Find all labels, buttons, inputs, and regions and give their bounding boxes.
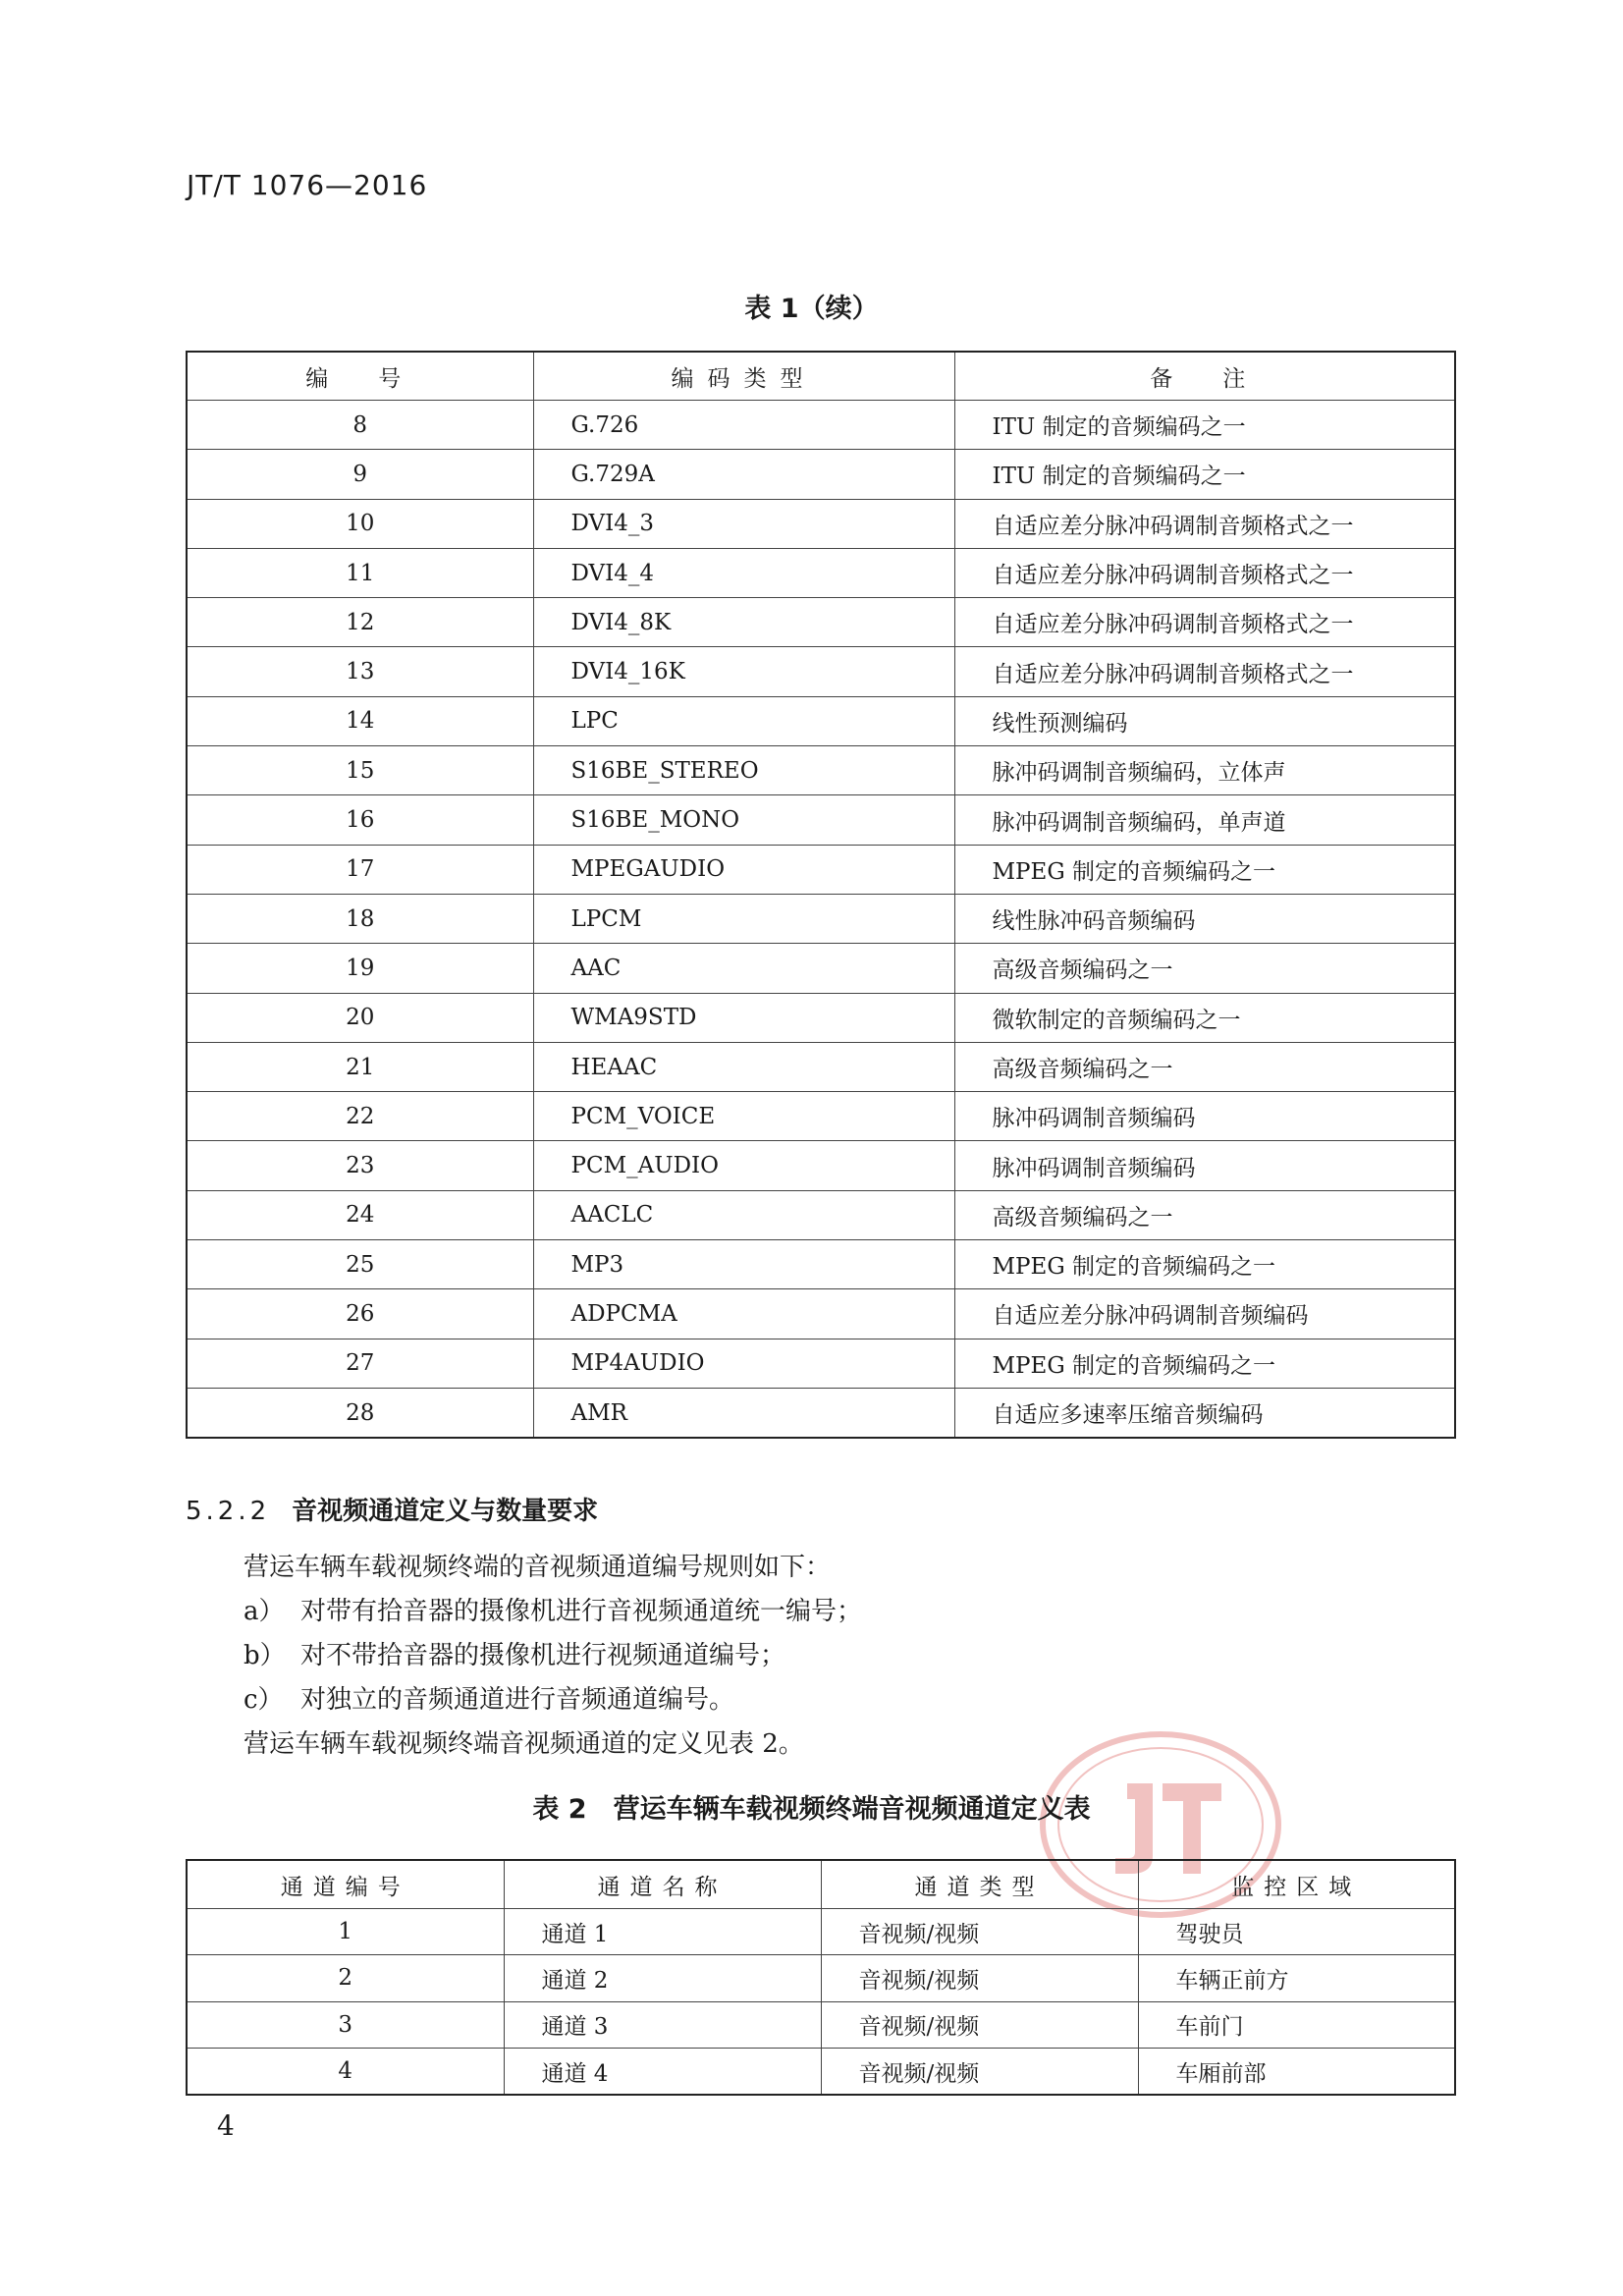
table-cell: 高级音频编码之一 [954, 1190, 1455, 1239]
codec-table [186, 351, 1456, 1439]
table-cell: 车辆正前方 [1138, 1955, 1455, 2001]
table-cell: 27 [187, 1339, 533, 1388]
column-header-channel-type: 通道类型 [821, 1860, 1138, 1909]
table-row [187, 499, 1455, 548]
list-marker: c） [243, 1685, 284, 1715]
column-header-number: 编 号 [187, 352, 533, 401]
standard-code: JT/T 1076—2016 [187, 169, 428, 201]
table-cell: 3 [187, 2001, 504, 2048]
table-cell: 通道 3 [504, 2001, 821, 2048]
table-cell: 2 [187, 1955, 504, 2001]
table-row [187, 2001, 1455, 2048]
table-row [187, 944, 1455, 993]
table-cell: G.726 [533, 401, 954, 450]
section-title: 音视频通道定义与数量要求 [292, 1497, 599, 1526]
table-cell: HEAAC [533, 1042, 954, 1091]
table-row [187, 450, 1455, 499]
table-header-row [187, 1860, 1455, 1909]
table-cell: 车前门 [1138, 2001, 1455, 2048]
table-cell: 26 [187, 1289, 533, 1339]
section-intro: 营运车辆车载视频终端的音视频通道编号规则如下： [243, 1553, 832, 1582]
table-cell: MPEG 制定的音频编码之一 [954, 1339, 1455, 1388]
table-row [187, 993, 1455, 1042]
table-row [187, 1042, 1455, 1091]
table-row [187, 647, 1455, 696]
column-header-channel-number: 通道编号 [187, 1860, 504, 1909]
table-cell: 高级音频编码之一 [954, 944, 1455, 993]
table-cell: 线性预测编码 [954, 696, 1455, 745]
channel-table [186, 1859, 1456, 2096]
table1-caption: 表 1（续） [744, 294, 879, 324]
table-cell: 通道 2 [504, 1955, 821, 2001]
page-number: 4 [217, 2109, 235, 2142]
list-text: 对带有拾音器的摄像机进行音视频通道统一编号； [300, 1597, 863, 1626]
section-closing: 营运车辆车载视频终端音视频通道的定义见表 2。 [243, 1729, 804, 1759]
table-cell: AMR [533, 1388, 954, 1438]
table-cell: 15 [187, 746, 533, 795]
table-row [187, 1141, 1455, 1190]
table-cell: DVI4_8K [533, 598, 954, 647]
table2-caption: 表 2 营运车辆车载视频终端音视频通道定义表 [532, 1794, 1091, 1825]
table-cell: MPEG 制定的音频编码之一 [954, 845, 1455, 894]
table-cell: 14 [187, 696, 533, 745]
list-item [243, 1635, 785, 1671]
table-cell: 21 [187, 1042, 533, 1091]
table-cell: 脉冲码调制音频编码 [954, 1092, 1455, 1141]
table-cell: MP3 [533, 1240, 954, 1289]
table-row [187, 2048, 1455, 2095]
table-cell: DVI4_3 [533, 499, 954, 548]
table-cell: 23 [187, 1141, 533, 1190]
table-cell: 12 [187, 598, 533, 647]
table-row [187, 795, 1455, 845]
list-marker: a） [243, 1597, 285, 1626]
table-cell: MPEG 制定的音频编码之一 [954, 1240, 1455, 1289]
column-header-remark: 备 注 [954, 352, 1455, 401]
section-heading [186, 1491, 598, 1527]
table-cell: 13 [187, 647, 533, 696]
table-cell: 脉冲码调制音频编码 [954, 1141, 1455, 1190]
column-header-codec-type: 编码类型 [533, 352, 954, 401]
table-cell: DVI4_16K [533, 647, 954, 696]
table-cell: 1 [187, 1909, 504, 1955]
table-cell: 脉冲码调制音频编码，立体声 [954, 746, 1455, 795]
table-row [187, 696, 1455, 745]
table-cell: 18 [187, 894, 533, 943]
table-row [187, 401, 1455, 450]
table-cell: 11 [187, 548, 533, 597]
table-row [187, 1955, 1455, 2001]
table-row [187, 1240, 1455, 1289]
table-row [187, 548, 1455, 597]
table-cell: 线性脉冲码音频编码 [954, 894, 1455, 943]
table-cell: PCM_AUDIO [533, 1141, 954, 1190]
table-cell: 16 [187, 795, 533, 845]
table-cell: 20 [187, 993, 533, 1042]
table-cell: G.729A [533, 450, 954, 499]
table-cell: 22 [187, 1092, 533, 1141]
column-header-monitor-area: 监控区域 [1138, 1860, 1455, 1909]
list-text: 对独立的音频通道进行音频通道编号。 [300, 1685, 735, 1715]
table-cell: 19 [187, 944, 533, 993]
table-row [187, 894, 1455, 943]
table-row [187, 1092, 1455, 1141]
table-cell: ITU 制定的音频编码之一 [954, 450, 1455, 499]
table-cell: 脉冲码调制音频编码，单声道 [954, 795, 1455, 845]
table-cell: 音视频/视频 [821, 2048, 1138, 2095]
table-row [187, 598, 1455, 647]
table-cell: LPC [533, 696, 954, 745]
table-cell: 9 [187, 450, 533, 499]
table-cell: 通道 4 [504, 2048, 821, 2095]
table-row [187, 1388, 1455, 1438]
table-cell: 通道 1 [504, 1909, 821, 1955]
table-row [187, 746, 1455, 795]
table-cell: 自适应差分脉冲码调制音频格式之一 [954, 548, 1455, 597]
table-cell: 25 [187, 1240, 533, 1289]
table-cell: 自适应差分脉冲码调制音频编码 [954, 1289, 1455, 1339]
table-cell: S16BE_MONO [533, 795, 954, 845]
table-cell: S16BE_STEREO [533, 746, 954, 795]
table-cell: 高级音频编码之一 [954, 1042, 1455, 1091]
table-cell: MP4AUDIO [533, 1339, 954, 1388]
table-cell: 10 [187, 499, 533, 548]
table-row [187, 1909, 1455, 1955]
table-cell: 自适应差分脉冲码调制音频格式之一 [954, 499, 1455, 548]
table-cell: 自适应差分脉冲码调制音频格式之一 [954, 598, 1455, 647]
table-cell: WMA9STD [533, 993, 954, 1042]
table-cell: 8 [187, 401, 533, 450]
list-text: 对不带拾音器的摄像机进行视频通道编号； [300, 1641, 786, 1670]
list-marker: b） [243, 1641, 286, 1670]
table-cell: 音视频/视频 [821, 1955, 1138, 2001]
table-row [187, 1339, 1455, 1388]
table-cell: 17 [187, 845, 533, 894]
section-number: 5.2.2 [186, 1497, 271, 1526]
table-cell: AACLC [533, 1190, 954, 1239]
list-item [243, 1591, 862, 1627]
table-cell: ADPCMA [533, 1289, 954, 1339]
table-cell: 28 [187, 1388, 533, 1438]
table-cell: DVI4_4 [533, 548, 954, 597]
table-cell: 音视频/视频 [821, 2001, 1138, 2048]
table-cell: 驾驶员 [1138, 1909, 1455, 1955]
table-cell: ITU 制定的音频编码之一 [954, 401, 1455, 450]
table-cell: LPCM [533, 894, 954, 943]
table-row [187, 1289, 1455, 1339]
table-cell: 音视频/视频 [821, 1909, 1138, 1955]
table-cell: 自适应差分脉冲码调制音频格式之一 [954, 647, 1455, 696]
table-cell: 4 [187, 2048, 504, 2095]
table-cell: MPEGAUDIO [533, 845, 954, 894]
table-header-row [187, 352, 1455, 401]
table-cell: PCM_VOICE [533, 1092, 954, 1141]
table-cell: 24 [187, 1190, 533, 1239]
table-cell: 自适应多速率压缩音频编码 [954, 1388, 1455, 1438]
column-header-channel-name: 通道名称 [504, 1860, 821, 1909]
list-item [243, 1679, 734, 1716]
table-row [187, 845, 1455, 894]
table-cell: 微软制定的音频编码之一 [954, 993, 1455, 1042]
table-row [187, 1190, 1455, 1239]
table-cell: AAC [533, 944, 954, 993]
table-cell: 车厢前部 [1138, 2048, 1455, 2095]
